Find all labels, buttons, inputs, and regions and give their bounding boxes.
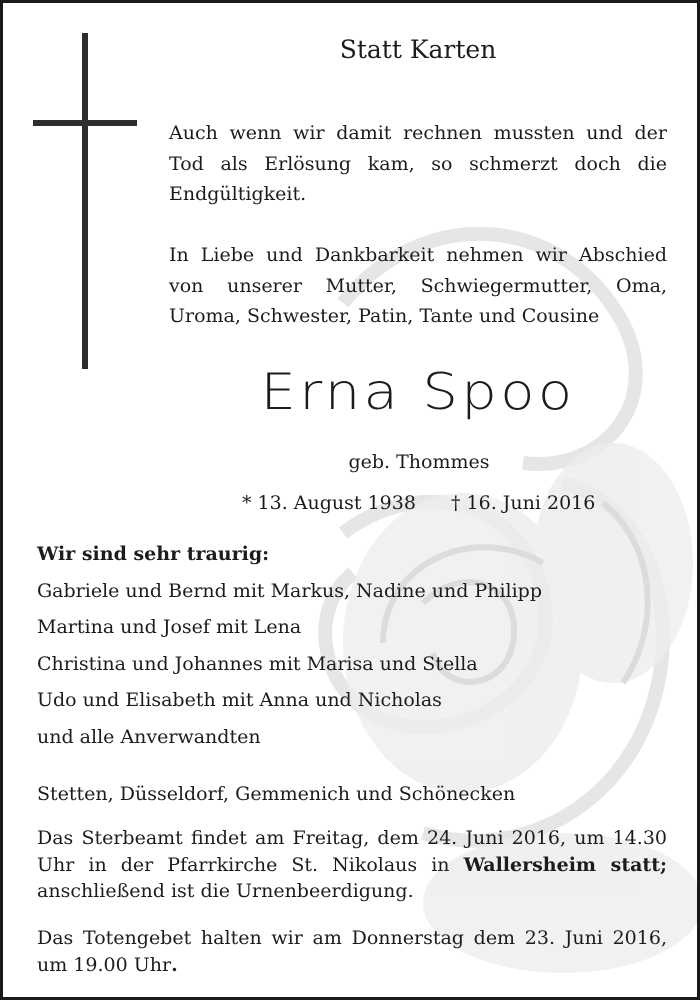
prayer-info	[37, 925, 667, 978]
deceased-name: Erna Spoo	[260, 363, 576, 421]
mourner-line: und alle Anverwandten	[37, 725, 261, 748]
mourners-list	[37, 542, 677, 761]
service-line: anschließend ist die Urnenbeerdigung.	[37, 880, 414, 902]
mourner-line: Christina und Johannes mit Marisa und Stella	[37, 652, 478, 675]
mourner-line: Martina und Josef mit Lena	[37, 616, 302, 638]
intro-line: Tod als Erlösung kam, so schmerzt doch die	[169, 152, 667, 175]
service-line	[37, 852, 667, 879]
farewell-paragraph	[169, 240, 667, 332]
mourners-heading: Wir sind sehr traurig:	[37, 543, 270, 565]
death-date: † 16. Juni 2016	[451, 492, 596, 514]
places-line: Stetten, Düsseldorf, Gemmenich und Schönecken	[37, 783, 516, 805]
intro-line: Endgültigkeit.	[169, 183, 307, 205]
prayer-period: .	[171, 953, 178, 976]
prayer-line: Das Totengebet halten wir am Donnerstag dem 23. Juni 2016,	[37, 927, 667, 949]
latin-cross-icon	[82, 33, 88, 369]
farewell-line: von unserer Mutter, Schwiegermutter, Oma,	[169, 274, 667, 297]
mourner-line: Udo und Elisabeth mit Anna und Nicholas	[37, 689, 442, 711]
prayer-line	[37, 952, 667, 979]
latin-cross-icon-bar	[33, 120, 137, 126]
service-line-text: Uhr in der Pfarrkirche St. Nikolaus in	[37, 853, 464, 876]
farewell-line: In Liebe und Dankbarkeit nehmen wir Abschied	[169, 244, 667, 266]
farewell-line: Uroma, Schwester, Patin, Tante und Cousine	[169, 305, 600, 327]
prayer-time: um 19.00 Uhr	[37, 953, 172, 976]
service-line: Das Sterbeamt findet am Freitag, dem 24. Juni 2016, um 14.30	[37, 827, 667, 849]
intro-line: Auch wenn wir damit rechnen mussten und der	[169, 122, 667, 144]
birth-date: * 13. August 1938	[242, 492, 416, 514]
service-location: Wallersheim statt;	[463, 853, 667, 876]
maiden-name: geb. Thommes	[348, 451, 490, 473]
mourner-line: Gabriele und Bernd mit Markus, Nadine und Philipp	[37, 579, 543, 602]
service-info	[37, 825, 667, 905]
intro-paragraph	[169, 118, 667, 210]
header-statt-karten: Statt Karten	[339, 35, 497, 64]
